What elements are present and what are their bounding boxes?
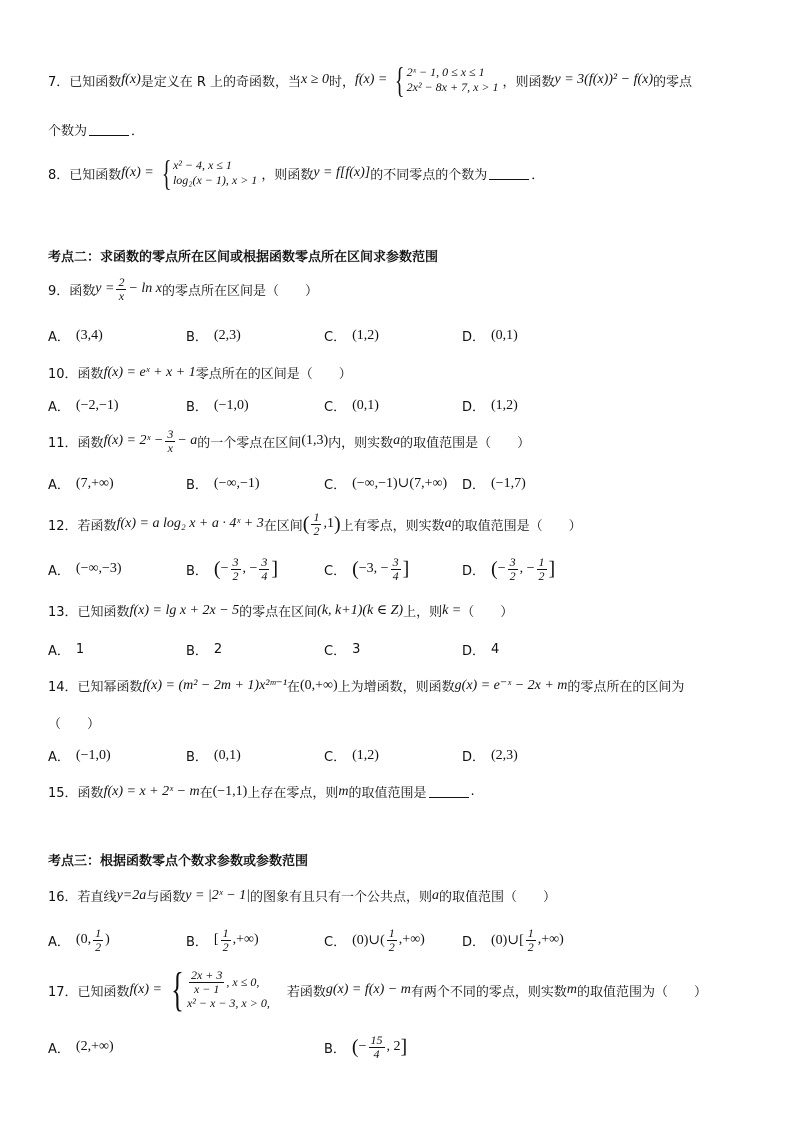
option-d[interactable]: D． (−1,7) — [462, 475, 526, 493]
option-b[interactable]: B． [ $\frac{1}{2}$ ,+∞) — [186, 926, 259, 954]
option-a[interactable]: A． (−1,0) — [48, 747, 111, 765]
question-7: 7． 已知函数 f(x) 是定义在 R 上的奇函数，当 x ≥ 0 时， f(x) = { 2ˣ − 1, 0 ≤ x ≤ 1 2x² − 8x + 7, x > 1 ，则函数 y = 3(f(x))² − f(x) 的零点 — [48, 60, 693, 100]
options-q14 — [48, 746, 748, 765]
piecewise: { 2ˣ − 1, 0 ≤ x ≤ 1 2x² − 8x + 7, x > 1 — [395, 60, 499, 100]
question-11: 11． 函数 f(x) = 2ˣ − $\frac{3}{x}$ − a 的一个零点在区间 (1,3) 内，则实数 a 的取值范围是（ ） — [48, 427, 531, 455]
question-17: 17． 已知函数 f(x) = { $\frac{2x + 3}{x - 1}$ , x ≤ 0, x² − x − 3, x > 0, 若函数 g(x) = f(x) − m 有两个不同的零点，则实数 m 的取值范围为（ ） — [48, 963, 708, 1016]
option-a[interactable]: A． (2,+∞) — [48, 1039, 114, 1057]
question-15: 15． 函数 f(x) = x + 2ˣ − m 在 (−1,1) 上存在零点，则 m 的取值范围是 . — [48, 783, 475, 801]
option-d[interactable]: D． (0)∪[ $\frac{1}{2}$ ,+∞) — [462, 926, 564, 954]
option-d[interactable]: D． (1,2) — [462, 397, 518, 415]
option-c[interactable]: C． (1,2) — [324, 327, 379, 345]
option-a[interactable]: A． (−∞,−3) — [48, 561, 122, 579]
options-q13 — [48, 640, 748, 659]
option-d[interactable]: D． (0,1) — [462, 327, 518, 345]
question-9: 9． 函数 y = $\frac{2}{x}$ − ln x 的零点所在区间是（ ） — [48, 275, 319, 303]
option-c[interactable]: C． (0,1) — [324, 397, 379, 415]
question-7-line2: 个数为 ． — [48, 124, 145, 139]
question-12: 12． 若函数 f(x) = a log₂ x + a · 4ˣ + 3 在区间 ( $\frac{1}{2}$ ,1 ) 上有零点，则实数 a 的取值范围是（ ） — [48, 510, 582, 538]
question-8: 8． 已知函数 f(x) = { x² − 4, x ≤ 1 log₂(x − 1), x > 1 ，则函数 y = f[f(x)] 的不同零点的个数为 ． — [48, 153, 545, 193]
option-c[interactable]: C． (−∞,−1)∪(7,+∞) — [324, 476, 448, 493]
option-d[interactable]: D． ( − $\frac{3}{2}$ , − $\frac{1}{2}$ ] — [462, 555, 556, 583]
answer-blank[interactable] — [489, 167, 529, 180]
answer-blank[interactable] — [89, 123, 129, 136]
option-b[interactable]: B． ( − $\frac{15}{4}$ , 2 ] — [324, 1033, 408, 1061]
section-heading-2: 考点二：求函数的零点所在区间或根据函数零点所在区间求参数范围 — [48, 250, 439, 265]
question-10: 10． 函数 f(x) = eˣ + x + 1 零点所在的区间是（ ） — [48, 364, 352, 382]
options-q11 — [48, 474, 748, 493]
option-d[interactable]: D． 4 — [462, 642, 500, 659]
question-number: 7． — [48, 74, 70, 90]
question-13: 13． 已知函数 f(x) = lg x + 2x − 5 的零点在区间 (k, k+1)(k ∈ Z) 上，则 k = （ ） — [48, 602, 514, 620]
option-b[interactable]: B． (0,1) — [186, 747, 241, 765]
answer-blank[interactable] — [429, 785, 469, 798]
option-b[interactable]: B． (2,3) — [186, 327, 241, 345]
option-a[interactable]: A． (0, $\frac{1}{2}$ ) — [48, 926, 110, 954]
option-b[interactable]: B． (−1,0) — [186, 397, 249, 415]
options-q10 — [48, 396, 748, 415]
option-b[interactable]: B． 2 — [186, 642, 223, 659]
question-14: 14． 已知幂函数 f(x) = (m² − 2m + 1)x²ᵐ⁻¹ 在 (0,+∞) 上为增函数，则函数 g(x) = e⁻ˣ − 2x + m 的零点所在的区间为 — [48, 677, 685, 695]
option-c[interactable]: C． 3 — [324, 642, 361, 659]
piecewise: { x² − 4, x ≤ 1 log₂(x − 1), x > 1 — [161, 153, 258, 193]
options-q9 — [48, 326, 748, 345]
option-a[interactable]: A． 1 — [48, 642, 85, 659]
question-16: 16． 若直线 y=2a 与函数 y = |2ˣ − 1| 的图象有且只有一个公共点，则 a 的取值范围（ ） — [48, 887, 557, 905]
question-14-line2: （ ） — [48, 717, 101, 732]
section-heading-3: 考点三：根据函数零点个数求参数或参数范围 — [48, 854, 309, 869]
option-a[interactable]: A． (7,+∞) — [48, 475, 114, 493]
piecewise: { $\frac{2x + 3}{x - 1}$ , x ≤ 0, x² − x − 3, x > 0, — [171, 963, 270, 1016]
option-c[interactable]: C． ( −3 , − $\frac{3}{4}$ ] — [324, 555, 410, 583]
option-b[interactable]: B． (−∞,−1) — [186, 475, 260, 493]
option-a[interactable]: A． (3,4) — [48, 327, 103, 345]
options-q16 — [48, 927, 748, 953]
option-b[interactable]: B． ( − $\frac{3}{2}$ , − $\frac{3}{4}$ ] — [186, 555, 279, 583]
option-d[interactable]: D． (2,3) — [462, 747, 518, 765]
option-a[interactable]: A． (−2,−1) — [48, 397, 119, 415]
options-q17 — [48, 1034, 748, 1060]
option-c[interactable]: C． (1,2) — [324, 747, 379, 765]
options-q12 — [48, 556, 748, 582]
option-c[interactable]: C． (0)∪( $\frac{1}{2}$ ,+∞) — [324, 926, 425, 954]
